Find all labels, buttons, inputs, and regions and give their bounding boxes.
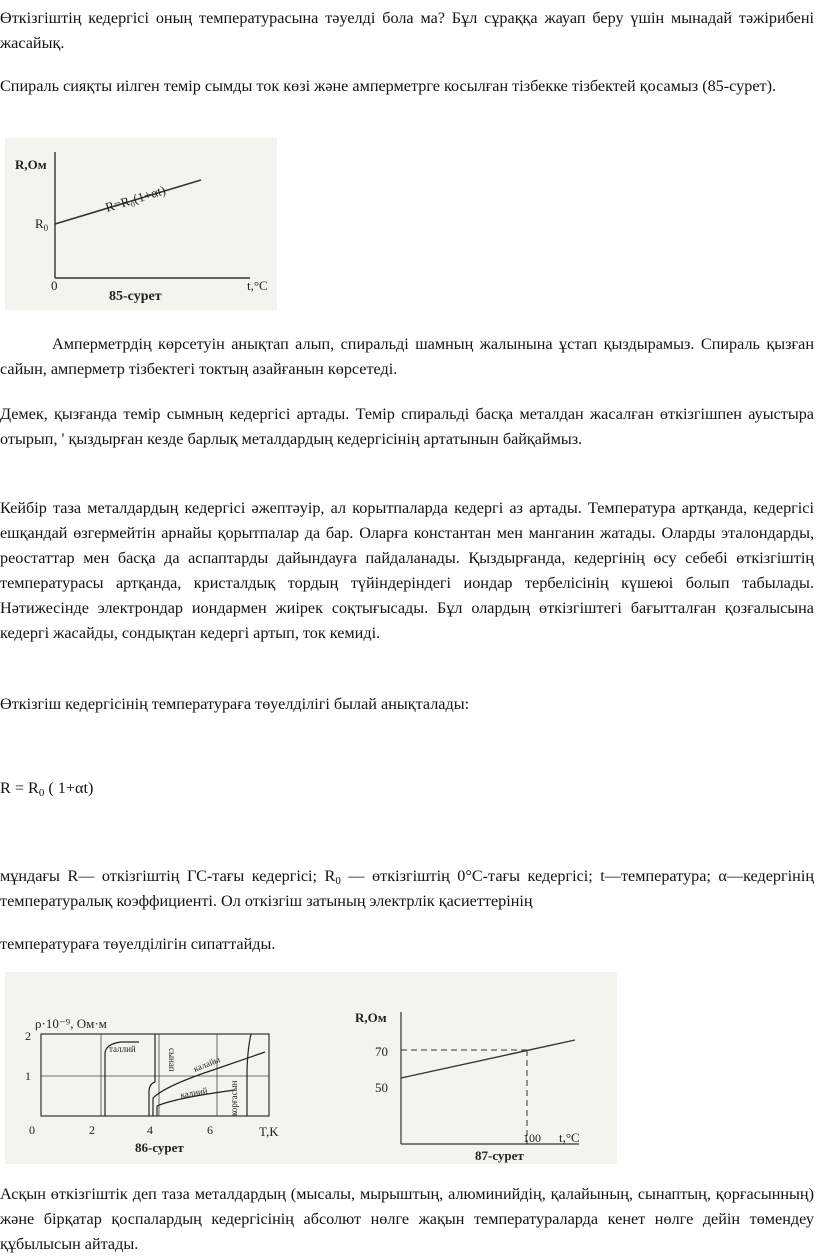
fig85-r0-label: $R_0$: [35, 216, 49, 233]
fig86-label-tin: калайы: [192, 1054, 222, 1074]
fig87-ylabel: R,Ом: [355, 1010, 387, 1025]
fig86-xtick-6: 6: [207, 1123, 213, 1137]
fig85-caption: 85-сурет: [109, 289, 162, 304]
fig86-label-calcium: калиий: [179, 1085, 209, 1100]
formula: $R = R_0$ ( 1+αt): [0, 779, 94, 799]
figure-85: [5, 138, 277, 310]
fig87-ytick-50: 50: [375, 1080, 388, 1095]
fig86-label-lead: корғасын: [229, 1080, 239, 1116]
fig86-xtick-2: 2: [89, 1123, 95, 1137]
fig86-xlabel: T,K: [259, 1124, 279, 1139]
figure-87: [355, 1010, 580, 1163]
fig86-label-mercury: сынап: [167, 1048, 177, 1072]
fig86-label-thallium: таллий: [109, 1044, 136, 1054]
fig86-ytick-1: 1: [25, 1069, 31, 1083]
paragraph-describes: температураға төуелділігін сипаттайды.: [0, 935, 276, 953]
paragraph-heating: Демек, қызғанда темір сымның кедергісі артады. Темір спиральді басқа металдан жасалған өткізгішпен ауыстыра отырып, ' қыздырған кезде барлық металдардың кедергісінің артатынын байқаймыз.: [0, 405, 814, 448]
fig87-xtick-100: 100: [523, 1131, 541, 1145]
fig87-ytick-70: 70: [375, 1044, 388, 1059]
paragraph-intro: Өткізгіштің кедергісі оның температурасына тәуелді бола ма? Бұл сұраққа жауап беру үшін мынадай тәжірибені жасайық.: [0, 9, 814, 52]
paragraph-definitions: мұндағы R— откізгіштің ГС-тағы кедергісі; $R_0$ — өткізгіштің 0°С-тағы кедергісі; t—температура; α—кедергінің температуралық коэффициенті. Ол откізгіш затының электрлік қасиеттерінің: [0, 867, 814, 910]
fig86-xtick-4: 4: [147, 1123, 153, 1137]
fig85-formula: R=R₀(1+αt): [103, 182, 168, 215]
fig86-curve-lead: [247, 1034, 251, 1116]
figure-86: [25, 1016, 279, 1155]
fig85-origin: 0: [51, 278, 58, 293]
fig85-ylabel: R,Ом: [15, 157, 47, 172]
figure-86-87: [5, 972, 617, 1164]
fig85-xlabel: t,°C: [247, 278, 268, 293]
fig87-caption: 87-сурет: [475, 1148, 524, 1163]
fig87-resistance-line: [401, 1040, 575, 1078]
fig87-xlabel: t,°C: [559, 1130, 580, 1145]
paragraph-superconductivity: Асқын өткізгіштік деп таза металдардың (мысалы, мырыштың, алюминийдің, қалайының, сынаптың, қорғасынның) және бірқатар қоспалардың кедергісінің абсолют нөлге жақын температураларда кенет нөлге дейін төмендеу құбылысын айтады.: [0, 1185, 814, 1253]
fig86-ylabel: ρ·10⁻⁹, Ом·м: [35, 1016, 107, 1031]
paragraph-dependence: Өткізгіш кедергісінің температураға төуелділігі былай анықталады:: [0, 695, 470, 713]
paragraph-alloys: Кейбір таза металдардың кедергісі әжептәуір, ал корытпаларда кедергі аз артады. Температура артқанда, кедергісі ешқандай өзгермейтін арнайы қорытпалар да бар. Оларға константан мен манганин жатады. Оларды эталондарды, реостаттар мен басқа да аспаптарды дайындауға пайдаланады. Қыздырғанда, кедергінің өсу себебі өткізгіштің температурасы артқанда, кристалдық тордың түйіндеріндегі иондар тербелісінің күшеюі болып табылады. Нәтижесінде электрондар иондармен жиірек соқтығысады. Бұл олардың өткізгіштегі бағытталған қозғалысына кедергі жасайды, сондықтан кедергі артып, ток кемиді.: [0, 499, 814, 642]
paragraph-ammeter: Амперметрдің көрсетуін анықтап алып, спиральді шамның жалынына ұстап қыздырамыз. Спираль қызған сайын, амперметр тізбектегі токтың азайғанын көрсетеді.: [0, 335, 814, 378]
paragraph-experiment: Спираль сияқты иілген темір сымды ток көзі және амперметрге косылған тізбекке тізбектей қосамыз (85-сурет).: [0, 77, 777, 95]
fig86-curve-mercury: [149, 1034, 155, 1116]
fig86-caption: 86-сурет: [135, 1140, 184, 1155]
fig86-ytick-2: 2: [25, 1029, 31, 1043]
fig86-xtick-0: 0: [29, 1123, 35, 1137]
